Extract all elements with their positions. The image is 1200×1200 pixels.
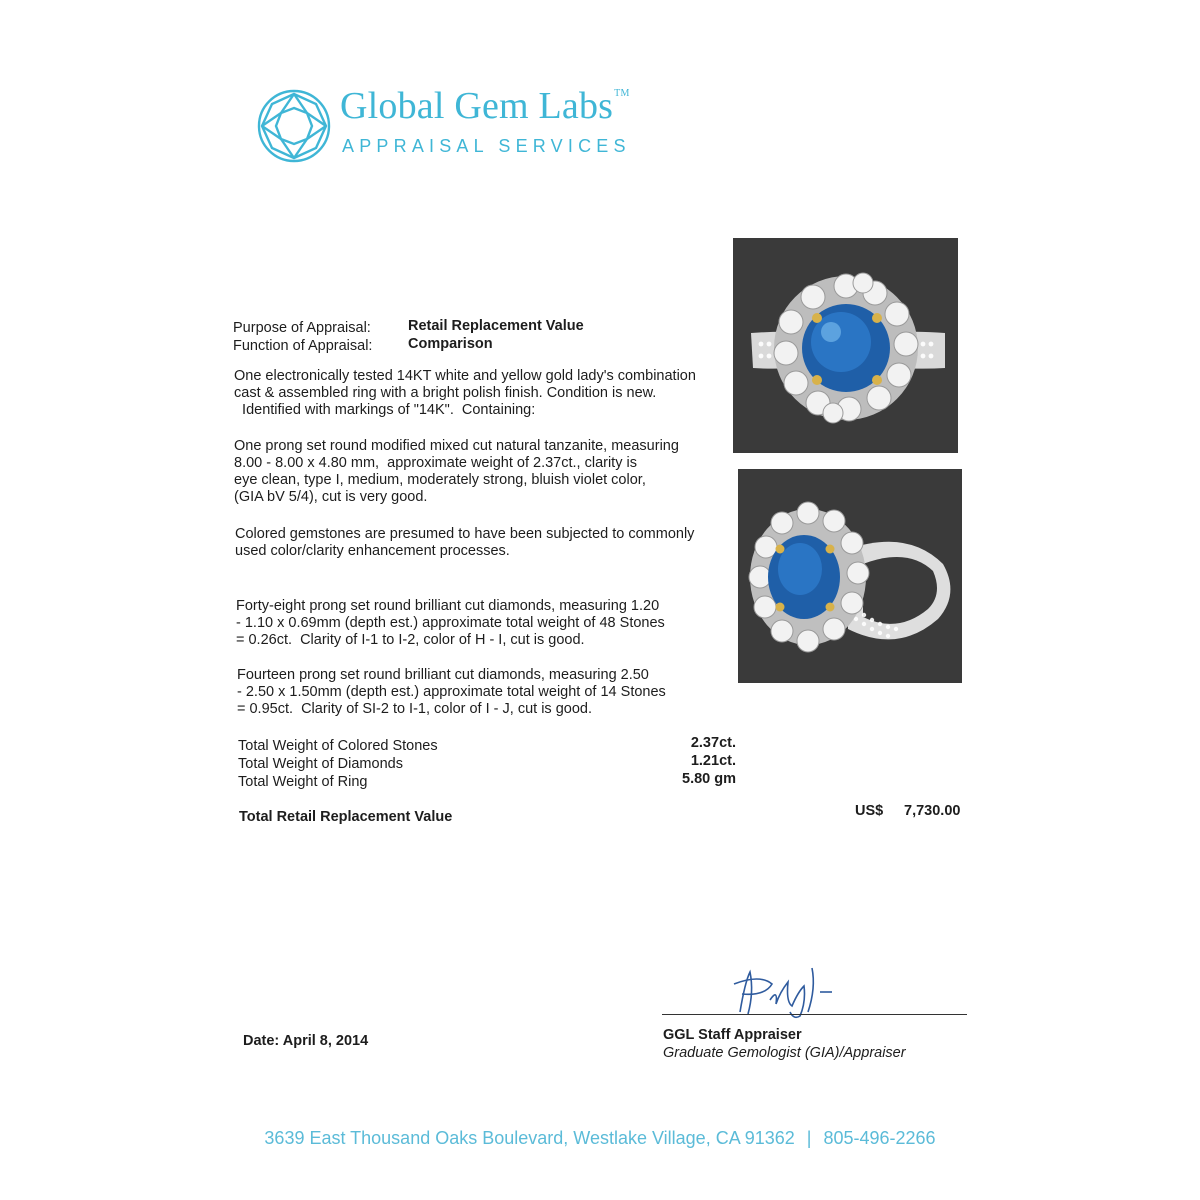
text-line: - 1.10 x 0.69mm (depth est.) approximate total weight of 48 Stones xyxy=(236,615,665,631)
ring-description xyxy=(234,368,724,419)
signature-mark xyxy=(720,962,860,1022)
appraisal-date: Date: April 8, 2014 xyxy=(243,1033,369,1049)
text-line: Forty-eight prong set round brilliant cut diamonds, measuring 1.20 xyxy=(236,598,660,614)
text-line: One electronically tested 14KT white and yellow gold lady's combination xyxy=(234,368,696,384)
footer-address: 3639 East Thousand Oaks Boulevard, Westlake Village, CA 91362 xyxy=(264,1128,795,1148)
function-value: Comparison xyxy=(408,336,493,352)
text-line: Identified with markings of "14K". Containing: xyxy=(234,402,536,418)
signature-line xyxy=(662,1014,967,1015)
currency: US$ xyxy=(855,803,884,819)
trademark: TM xyxy=(614,88,630,99)
diamonds-48-description xyxy=(236,598,726,649)
text-line: used color/clarity enhancement processes. xyxy=(235,543,510,559)
text-line: eye clean, type I, medium, moderately strong, bluish violet color, xyxy=(234,472,646,488)
text-line: = 0.26ct. Clarity of I-1 to I-2, color of H - I, cut is good. xyxy=(236,632,585,648)
appraiser-title: Graduate Gemologist (GIA)/Appraiser xyxy=(663,1045,906,1061)
function-label: Function of Appraisal: xyxy=(233,338,373,354)
brand-name: Global Gem Labs™ xyxy=(340,85,630,127)
text-line: (GIA bV 5/4), cut is very good. xyxy=(234,489,428,505)
enhancement-note xyxy=(235,526,725,560)
brand-subtitle: APPRAISAL SERVICES xyxy=(342,136,631,156)
text-line: Fourteen prong set round brilliant cut diamonds, measuring 2.50 xyxy=(237,667,649,683)
text-line: 8.00 - 8.00 x 4.80 mm, approximate weight of 2.37ct., clarity is xyxy=(234,455,637,471)
colored-stones-label: Total Weight of Colored Stones xyxy=(238,738,438,754)
diamonds-total-value: 1.21ct. xyxy=(690,753,736,769)
appraiser-name: GGL Staff Appraiser xyxy=(663,1027,802,1043)
ring-weight-label: Total Weight of Ring xyxy=(238,774,368,790)
ring-side-illustration xyxy=(738,469,962,683)
text-line: = 0.95ct. Clarity of SI-2 to I-1, color of I - J, cut is good. xyxy=(237,701,592,717)
retail-value-label: Total Retail Replacement Value xyxy=(239,809,453,825)
diamonds-14-description xyxy=(237,667,727,718)
ring-top-illustration xyxy=(733,238,958,453)
footer-phone: 805-496-2266 xyxy=(823,1128,936,1148)
gem-logo-icon xyxy=(256,88,332,164)
ring-photo-side xyxy=(738,469,962,683)
purpose-value: Retail Replacement Value xyxy=(408,318,584,334)
tanzanite-description xyxy=(234,438,724,506)
text-line: One prong set round modified mixed cut natural tanzanite, measuring xyxy=(234,438,679,454)
text-line: cast & assembled ring with a bright polish finish. Condition is new. xyxy=(234,385,657,401)
ring-weight-value: 5.80 gm xyxy=(682,771,736,787)
text-line: Colored gemstones are presumed to have been subjected to commonly xyxy=(235,526,695,542)
colored-stones-value: 2.37ct. xyxy=(690,735,736,751)
footer-separator: | xyxy=(806,1128,812,1148)
footer-contact xyxy=(0,1128,1200,1149)
diamonds-total-label: Total Weight of Diamonds xyxy=(238,756,403,772)
ring-photo-top xyxy=(733,238,958,453)
text-line: - 2.50 x 1.50mm (depth est.) approximate total weight of 14 Stones xyxy=(237,684,666,700)
retail-value: 7,730.00 xyxy=(904,803,961,819)
purpose-label: Purpose of Appraisal: xyxy=(233,320,371,336)
